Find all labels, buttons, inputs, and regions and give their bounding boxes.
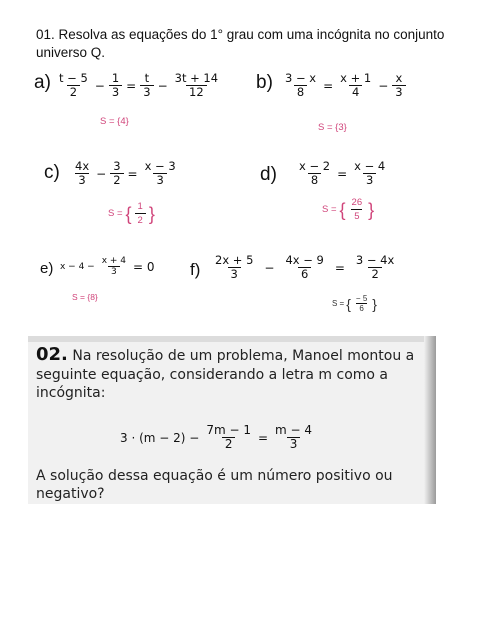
item-e-label: e)	[40, 260, 54, 277]
denominator: 4	[349, 85, 362, 99]
item-a-equation	[56, 72, 221, 99]
numerator: t	[144, 71, 150, 85]
item-d-answer-numerator: 26	[351, 197, 363, 208]
denominator: 3	[392, 85, 405, 99]
operator: −	[157, 78, 168, 93]
item-a-answer: S = {4}	[100, 116, 129, 127]
exercise-2-number: 02.	[36, 344, 68, 365]
denominator: 3	[75, 173, 88, 187]
denominator: 8	[294, 85, 307, 99]
fraction	[56, 72, 91, 99]
item-f-answer	[332, 294, 377, 313]
operator: =	[323, 78, 334, 93]
operator: =	[126, 78, 137, 93]
denominator: 3	[140, 85, 153, 99]
operator: =	[337, 166, 348, 181]
fraction	[282, 72, 319, 99]
item-b-label: b)	[256, 72, 273, 93]
fraction	[212, 254, 256, 281]
denominator: 3	[228, 267, 241, 281]
item-c-answer-denominator: 2	[135, 213, 146, 227]
item-d-answer-prefix: S =	[322, 204, 337, 215]
numerator: x − 4	[354, 159, 386, 173]
operator: −	[264, 260, 275, 275]
numerator: 4x − 9	[285, 253, 324, 267]
numerator: x + 4	[101, 256, 127, 266]
item-d-equation	[296, 160, 388, 187]
numerator: 4x	[75, 159, 90, 173]
numerator: x − 2	[299, 159, 331, 173]
fraction	[392, 72, 405, 99]
item-f-answer-prefix: S =	[332, 299, 345, 308]
item-c-answer-numerator: 1	[137, 201, 143, 212]
left-brace-icon: {	[339, 199, 346, 220]
item-a	[34, 72, 51, 94]
fraction	[282, 254, 326, 281]
scan-top-shade	[28, 336, 432, 342]
fraction	[203, 424, 254, 451]
item-e	[40, 260, 53, 278]
item-f	[190, 260, 200, 280]
fraction	[99, 256, 129, 277]
exercise-1-title: 01. Resolva as equações do 1° grau com uma incógnita no conjunto universo Q.	[36, 27, 445, 60]
numerator: m − 4	[275, 423, 313, 437]
denominator: 12	[186, 85, 207, 99]
item-d-answer	[322, 196, 374, 223]
numerator: x + 1	[340, 71, 372, 85]
denominator: 2	[222, 437, 236, 451]
item-d-label: d)	[260, 164, 277, 185]
denominator: 3	[153, 173, 166, 187]
fraction	[140, 72, 153, 99]
item-d	[260, 164, 277, 186]
numerator: x	[395, 71, 403, 85]
item-b-equation	[282, 72, 406, 99]
item-b	[256, 72, 273, 94]
item-b-answer: S = {3}	[318, 122, 347, 133]
numerator: 3 − x	[285, 71, 317, 85]
expression-text: x − 4 −	[60, 261, 95, 272]
numerator: 2x + 5	[215, 253, 254, 267]
fraction	[109, 72, 122, 99]
fraction	[351, 160, 388, 187]
operator: −	[96, 166, 107, 181]
denominator: 3	[108, 266, 120, 277]
fraction	[296, 160, 333, 187]
denominator: 8	[308, 173, 321, 187]
expression-text: 3 · (m − 2) −	[120, 430, 200, 445]
item-c-equation	[72, 160, 179, 187]
numerator: x − 3	[144, 159, 176, 173]
item-c-label: c)	[44, 162, 60, 183]
item-a-label: a)	[34, 72, 51, 93]
denominator: 3	[363, 173, 376, 187]
left-brace-icon: {	[346, 295, 351, 312]
exercise-2-question: A solução dessa equação é um número positivo ou negativo?	[36, 468, 393, 502]
fraction	[72, 160, 92, 187]
right-brace-icon: }	[368, 199, 375, 220]
fraction	[272, 424, 315, 451]
exercise-2-statement: Na resolução de um problema, Manoel montou a seguinte equação, considerando a letra m como a incógnita:	[36, 348, 415, 401]
denominator: 2	[110, 173, 123, 187]
right-brace-icon: }	[148, 203, 155, 224]
operator: −	[378, 78, 389, 93]
denominator: 3	[109, 85, 122, 99]
exercise-2-text	[36, 346, 428, 403]
numerator: 3t + 14	[174, 71, 219, 85]
operator: =	[334, 260, 345, 275]
operator: =	[127, 166, 138, 181]
item-c-answer	[108, 200, 155, 227]
fraction	[172, 72, 221, 99]
right-brace-icon: }	[372, 295, 377, 312]
denominator: 2	[368, 267, 381, 281]
numerator: 7m − 1	[206, 423, 251, 437]
item-e-answer: S = {8}	[72, 292, 98, 302]
item-d-answer-denominator: 5	[351, 209, 362, 223]
numerator: 3 − 4x	[355, 253, 395, 267]
item-d-answer-fraction	[349, 196, 366, 223]
item-f-answer-denominator: 6	[356, 303, 366, 313]
item-e-equation	[60, 256, 155, 277]
numerator: 3	[113, 159, 121, 173]
item-f-label: f)	[190, 260, 201, 279]
left-brace-icon: {	[125, 203, 132, 224]
item-c	[44, 162, 60, 184]
denominator: 2	[67, 85, 80, 99]
fraction	[142, 160, 179, 187]
item-c-answer-prefix: S =	[108, 208, 123, 219]
operator: = 0	[133, 259, 155, 274]
fraction	[110, 160, 123, 187]
item-f-answer-fraction	[353, 294, 370, 313]
exercise-2-equation	[120, 424, 315, 451]
numerator: t − 5	[59, 71, 88, 85]
denominator: 6	[298, 267, 311, 281]
item-c-answer-fraction	[135, 200, 146, 227]
operator: −	[94, 78, 105, 93]
fraction	[353, 254, 397, 281]
operator: =	[257, 430, 269, 445]
numerator: 1	[111, 71, 120, 85]
denominator: 3	[287, 437, 301, 451]
item-f-answer-numerator: − 5	[355, 294, 368, 303]
fraction	[337, 72, 374, 99]
item-f-equation	[212, 254, 397, 281]
